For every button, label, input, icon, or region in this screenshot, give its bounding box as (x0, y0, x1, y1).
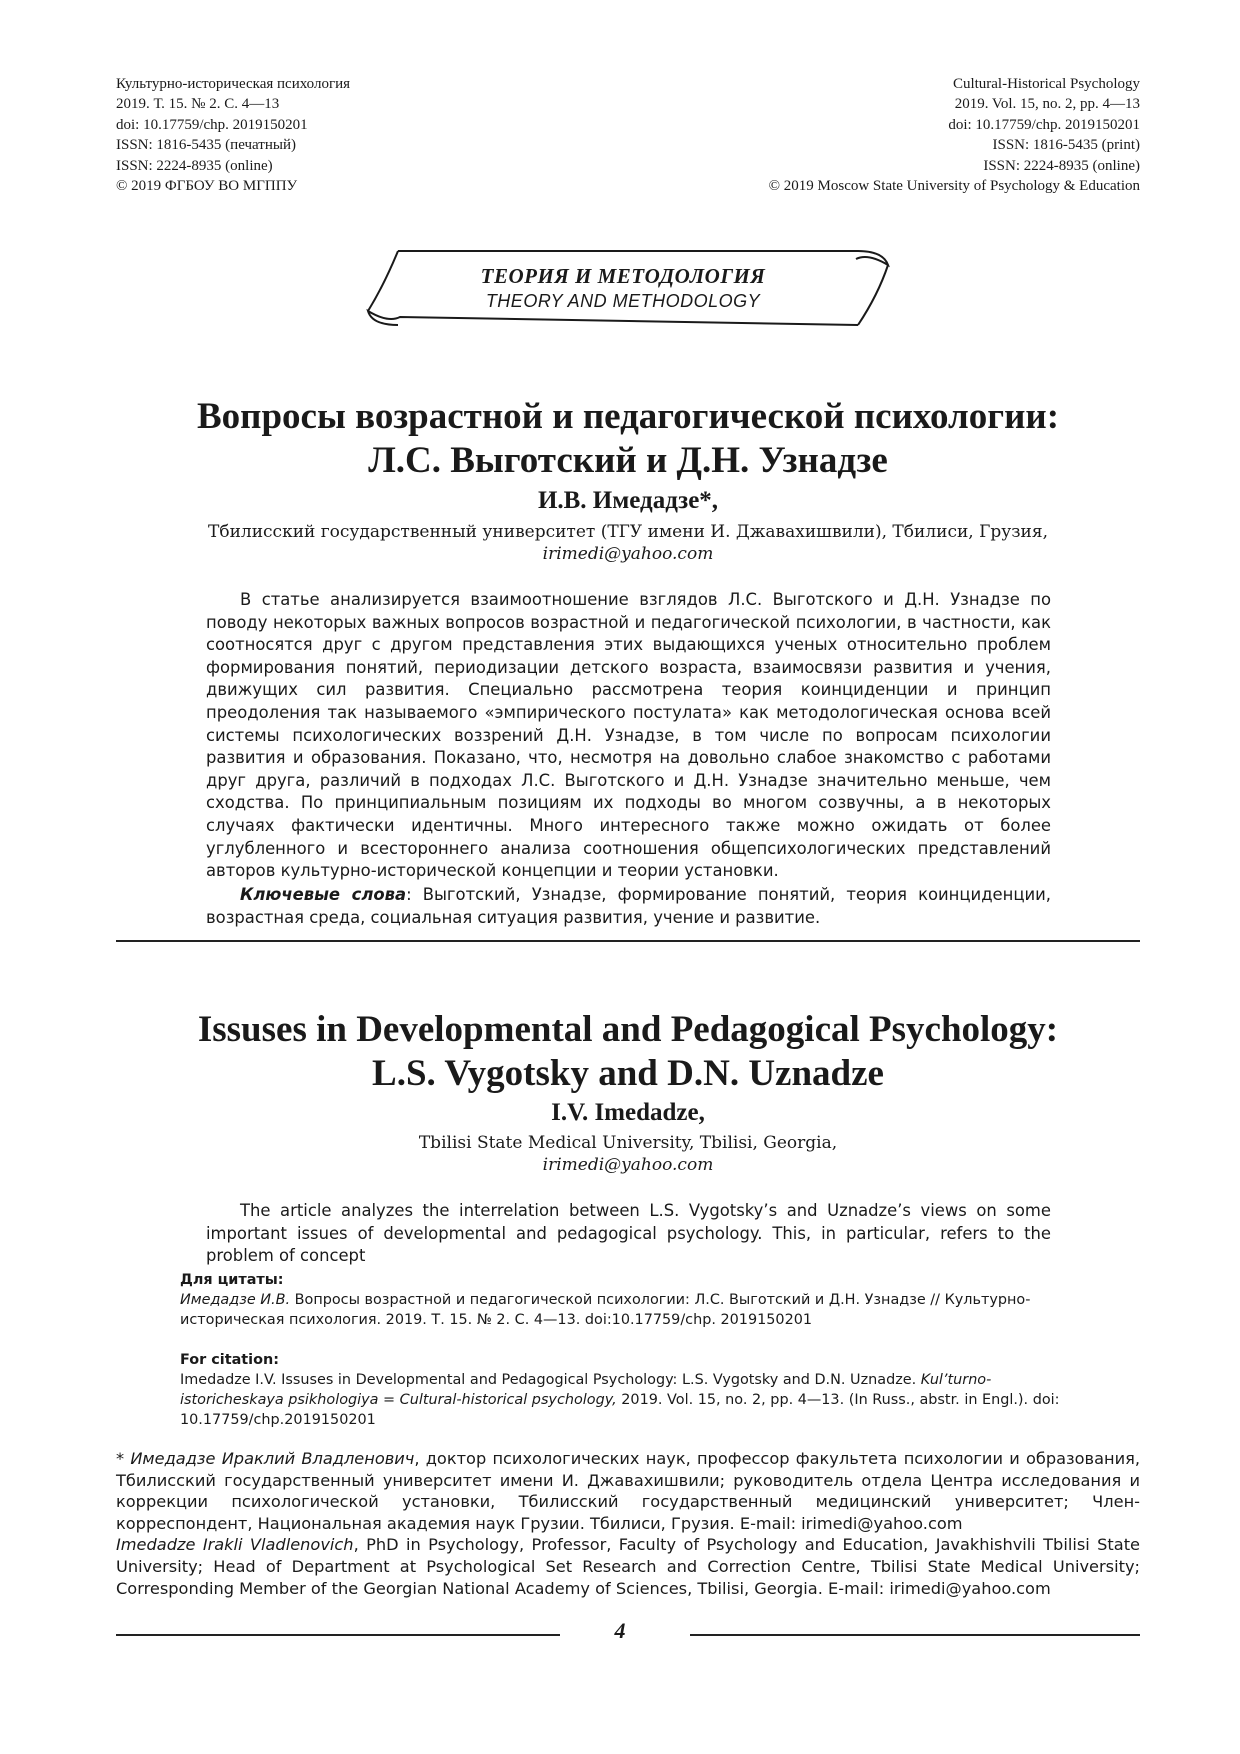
affiliation-en-text: Tbilisi State Medical University, Tbilisi, Georgia, (418, 1133, 838, 1153)
abstract-ru: В статье анализируется взаимоотношение взглядов Л.С. Выготского и Д.Н. Узнадзе по поводу некоторых важных вопросов возрастной и педагогической психологии, в частности, как соотносятся друг с другом представления этих выдающихся ученых относительно проблем формирования понятий, периодизации детского возраста, взаимосвязи развития и учения, движущих сил развития. Специально рассмотрена теория коинциденции и принцип преодоления так называемого «эмпирического постулата» как методологическая основа всей системы психологических воззрений Д.Н. Узнадзе, в том числе по вопросам психологии развития и образования. Показано, что, несмотря на довольно слабое знакомство с работами друг друга, различий в подходах Л.С. Выготского и Д.Н. Узнадзе значительно меньше, чем сходства. По принципиальным позициям их подходы во многом созвучны, а в некоторых случаях фактически идентичны. Много интересного также можно ожидать от более углубленного и всестороннего анализа соотношения общепсихологических представлений авторов культурно-исторической концепции и теории установки. (206, 590, 1051, 881)
footnote-ru-text: , доктор психологических наук, профессор факультета психологии и образования, Тбилисский государственный университет имени И. Джавахишвили; руководитель отдела Центра исследования и коррекции психологической установки, Тбилисский государственный медицинский университет; Член-корреспондент, Национальная академия наук Грузии. Тбилиси, Грузия. E-mail: irimedi@yahoo.com (116, 1449, 1140, 1533)
keywords-ru (206, 884, 1051, 929)
article-title-en-line2: L.S. Vygotsky and D.N. Uznadze (372, 1053, 884, 1094)
header-copyright-ru: © 2019 ФГБОУ ВО МГППУ (116, 178, 298, 195)
citation-ru-text: Вопросы возрастной и педагогической психологии: Л.С. Выготский и Д.Н. Узнадзе // Культурно-историческая психология. 2019. Т. 15. № 2. С. 4—13. doi:10.17759/chp. 2019150201 (180, 1292, 1031, 1328)
affiliation-ru (116, 521, 1140, 565)
running-header-right (769, 74, 1140, 196)
citation-en-journal: Kul’turno-istoricheskaya psikhologiya = Cultural-historical psychology, (180, 1372, 992, 1408)
article-title-ru-line1: Вопросы возрастной и педагогической психологии: (196, 396, 1060, 437)
section-title-en: THEORY AND METHODOLOGY (485, 291, 761, 311)
author-ru: И.В. Имедадзе*, (537, 487, 719, 514)
affiliation-en (116, 1132, 1140, 1176)
footnote-ru (116, 1448, 1140, 1534)
keywords-text: : Выготский, Узнадзе, формирование понятий, теория коинциденции, возрастная среда, социальная ситуация развития, учение и развитие. (206, 885, 1052, 927)
citation-en-label: For citation: (180, 1352, 279, 1368)
citation-ru (180, 1270, 1060, 1330)
citation-ru-author: Имедадзе И.В. (180, 1292, 291, 1308)
citation-ru-body (180, 1290, 1060, 1330)
citation-en-body (180, 1370, 1060, 1430)
footer-rule-left (116, 1634, 560, 1636)
section-divider (116, 940, 1140, 942)
header-journal-ru: Культурно-историческая психология (116, 76, 351, 92)
section-banner (358, 245, 898, 330)
citation-en-text2: 2019. Vol. 15, no. 2, pp. 4—13. (In Russ., abstr. in Engl.). doi: 10.17759/chp.2019150201 (180, 1392, 1060, 1428)
footnote-ru-name: * Имедадзе Ираклий Владленович (116, 1449, 415, 1468)
header-doi-en: doi: 10.17759/chp. 2019150201 (948, 116, 1140, 133)
section-title-ru: ТЕОРИЯ И МЕТОДОЛОГИЯ (480, 264, 766, 288)
abstract-en: The article analyzes the interrelation between L.S. Vygotsky’s and Uznadze’s views on some important issues of developmental and pedagogical psychology. This, in particular, refers to the problem of concept (206, 1201, 1051, 1266)
header-doi-ru: doi: 10.17759/chp. 2019150201 (116, 116, 308, 133)
header-issn-online-en: ISSN: 2224-8935 (online) (983, 157, 1140, 174)
header-issn-print-en: ISSN: 1816-5435 (print) (992, 137, 1140, 154)
citation-en (180, 1350, 1060, 1430)
footer-rule-right (690, 1634, 1140, 1636)
article-title-ru-line2: Л.С. Выготский и Д.Н. Узнадзе (368, 440, 888, 481)
header-issue-ru: 2019. Т. 15. № 2. С. 4—13 (116, 96, 280, 113)
footnote-en (116, 1534, 1140, 1599)
email-en: irimedi@yahoo.com (542, 1155, 714, 1175)
citation-ru-label: Для цитаты: (180, 1272, 284, 1288)
author-footnote (116, 1448, 1140, 1599)
author-en: I.V. Imedadze, (551, 1099, 705, 1126)
header-issn-print-ru: ISSN: 1816-5435 (печатный) (116, 137, 296, 154)
running-header-left (116, 74, 350, 196)
footnote-en-text: , PhD in Psychology, Professor, Faculty of Psychology and Education, Javakhishvili Tbilisi State University; Head of Department at Psychological Set Research and Correction Centre, Tbilisi State Medical University; Corresponding Member of the Georgian National Academy of Sciences, Tbilisi, Georgia. E-mail: irimedi@yahoo.com (116, 1535, 1141, 1598)
header-copyright-en: © 2019 Moscow State University of Psychology & Education (768, 178, 1140, 195)
article-title-en-line1: Issuses in Developmental and Pedagogical Psychology: (197, 1009, 1059, 1050)
header-issue-en: 2019. Vol. 15, no. 2, pp. 4—13 (954, 96, 1140, 113)
article-title-ru (116, 395, 1140, 483)
keywords-label: Ключевые слова (240, 885, 407, 904)
email-ru: irimedi@yahoo.com (542, 544, 714, 564)
header-journal-en: Cultural-Historical Psychology (952, 76, 1140, 92)
page-number: 4 (614, 1618, 626, 1643)
citation-en-text1: Imedadze I.V. Issuses in Developmental and Pedagogical Psychology: L.S. Vygotsky and D.N. Uznadze. (180, 1372, 921, 1388)
article-title-en (116, 1008, 1140, 1096)
footnote-en-name: Imedadze Irakli Vladlenovich (116, 1535, 354, 1555)
affiliation-ru-text: Тбилисский государственный университет (ТГУ имени И. Джавахишвили), Тбилиси, Грузия, (208, 522, 1048, 542)
header-issn-online-ru: ISSN: 2224-8935 (online) (116, 157, 273, 174)
